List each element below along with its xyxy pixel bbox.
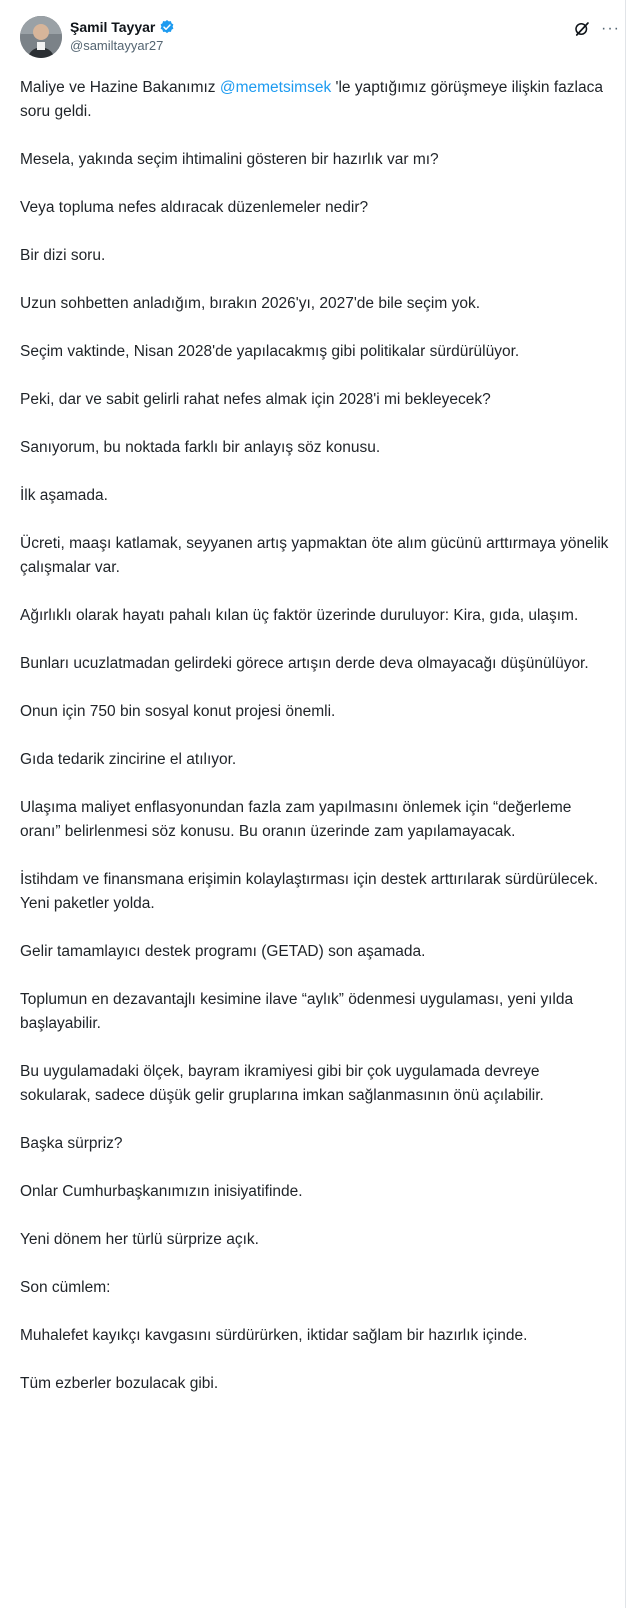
tweet-paragraph [20,76,610,124]
tweet-paragraph: İlk aşamada. [20,487,108,504]
avatar[interactable] [20,16,62,58]
tweet-paragraph: Başka sürpriz? [20,1135,123,1152]
tweet-paragraph: Ulaşıma maliyet enflasyonundan fazla zam yapılmasını önlemek için “değerleme oranı” belirlenmesi söz konusu. Bu oranın üzerinde zam yapılamayacak. [20,799,576,840]
mention-link[interactable]: @memetsimsek [219,79,332,96]
tweet-paragraph: Seçim vaktinde, Nisan 2028'de yapılacakmış gibi politikalar sürdürülüyor. [20,343,520,360]
tweet-paragraph: Ücreti, maaşı katlamak, seyyanen artış yapmaktan öte alım gücünü arttırmaya yönelik çalışmalar var. [20,535,613,576]
author-handle[interactable]: @samiltayyar27 [70,38,164,53]
author-name-row [70,19,175,35]
tweet-paragraph: Mesela, yakında seçim ihtimalini gösteren bir hazırlık var mı? [20,151,439,168]
tweet-paragraph: Peki, dar ve sabit gelirli rahat nefes almak için 2028'i mi bekleyecek? [20,391,491,408]
tweet-text-segment: Maliye ve Hazine Bakanımız [20,79,220,96]
verified-badge-icon [159,19,175,35]
tweet-paragraph: İstihdam ve finansmana erişimin kolaylaştırması için destek arttırılarak sürdürülecek. Yeni paketler yolda. [20,871,603,912]
tweet-paragraph: Uzun sohbetten anladığım, bırakın 2026'yı, 2027'de bile seçim yok. [20,295,480,312]
tweet-paragraph: Gıda tedarik zincirine el atılıyor. [20,751,237,768]
tweet-paragraph: Bir dizi soru. [20,247,106,264]
tweet-paragraph: Gelir tamamlayıcı destek programı (GETAD) son aşamada. [20,943,426,960]
tweet-text-segment: 'le yaptığımız görüşmeye ilişkin fazlaca soru geldi. [20,79,608,120]
tweet-actions [573,20,620,38]
tweet-paragraph: Sanıyorum, bu noktada farklı bir anlayış söz konusu. [20,439,381,456]
tweet-paragraph: Muhalefet kayıkçı kavgasını sürdürürken, iktidar sağlam bir hazırlık içinde. [20,1327,528,1344]
tweet-paragraph: Ağırlıklı olarak hayatı pahalı kılan üç faktör üzerinde duruluyor: Kira, gıda, ulaşım. [20,607,579,624]
tweet-paragraph: Tüm ezberler bozulacak gibi. [20,1375,219,1392]
tweet-paragraph: Yeni dönem her türlü sürprize açık. [20,1231,259,1248]
tweet-paragraph: Toplumun en dezavantajlı kesimine ilave “aylık” ödenmesi uygulaması, yeni yılda başlayabilir. [20,991,578,1032]
tweet-paragraph: Onun için 750 bin sosyal konut projesi önemli. [20,703,336,720]
tweet-paragraph: Bu uygulamadaki ölçek, bayram ikramiyesi gibi bir çok uygulamada devreye sokularak, sadece düşük gelir gruplarına imkan sağlanmasının önü açılabilir. [20,1063,544,1104]
tweet-paragraph: Son cümlem: [20,1279,111,1296]
tweet-text [20,76,613,1420]
more-icon[interactable]: ··· [601,20,620,37]
tweet-paragraph: Onlar Cumhurbaşkanımızın inisiyatifinde. [20,1183,303,1200]
tweet-paragraph: Veya topluma nefes aldıracak düzenlemeler nedir? [20,199,369,216]
grok-icon[interactable] [573,20,591,38]
author-name[interactable]: Şamil Tayyar [70,19,156,35]
tweet-paragraph: Bunları ucuzlatmadan gelirdeki görece artışın derde deva olmayacağı düşünülüyor. [20,655,589,672]
tweet-header [20,16,620,60]
